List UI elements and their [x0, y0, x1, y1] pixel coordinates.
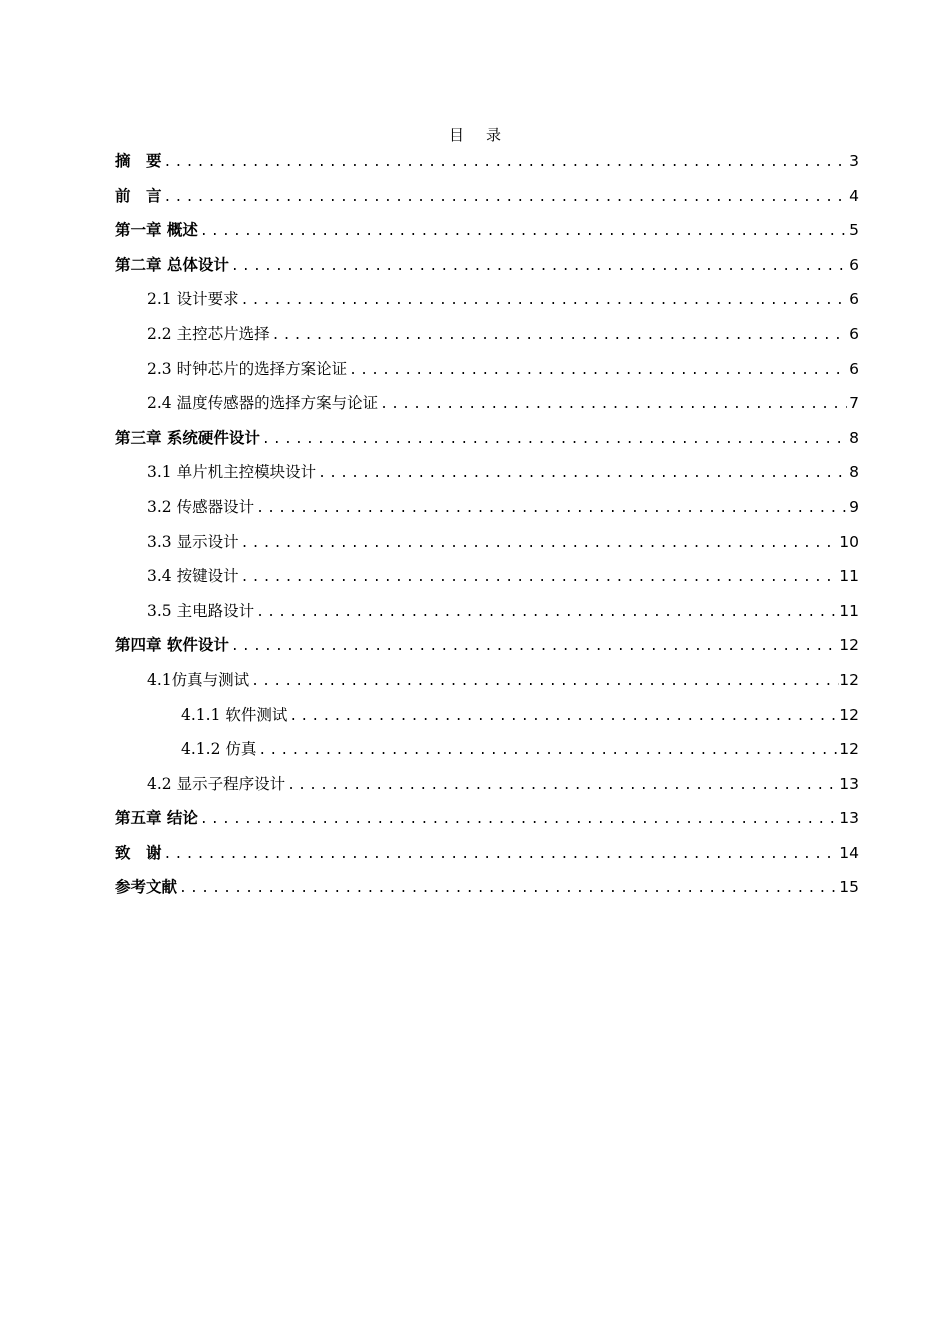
toc-entry-page-number: 3 [849, 152, 859, 170]
toc-entry[interactable] [115, 836, 859, 871]
table-of-contents [115, 144, 859, 905]
toc-entry-label: 第二章 总体设计 [115, 255, 229, 274]
toc-dot-leader [285, 767, 839, 802]
toc-title [0, 124, 950, 145]
toc-dot-leader [198, 213, 847, 248]
toc-dot-leader [270, 317, 847, 352]
toc-entry-page-number: 6 [849, 290, 859, 309]
toc-entry[interactable] [115, 386, 859, 421]
toc-entry-label: 3.1 单片机主控模块设计 [147, 463, 317, 482]
toc-entry-label: 2.2 主控芯片选择 [147, 324, 270, 343]
toc-dot-leader [239, 559, 840, 594]
toc-dot-leader [260, 421, 847, 456]
toc-entry-page-number: 13 [839, 809, 859, 828]
toc-entry-page-number: 8 [849, 428, 859, 447]
toc-dot-leader [198, 801, 839, 836]
toc-dot-leader [378, 386, 847, 421]
toc-entry-label: 第五章 结论 [115, 809, 198, 828]
toc-entry[interactable] [115, 490, 859, 525]
toc-title-char-2: 录 [486, 126, 502, 144]
toc-entry-page-number: 6 [849, 359, 859, 378]
toc-entry-label: 摘 要 [115, 152, 162, 170]
toc-entry[interactable] [115, 767, 859, 802]
toc-entry-label: 3.4 按键设计 [147, 567, 239, 586]
toc-entry-label: 4.1仿真与测试 [147, 670, 250, 689]
toc-entry-label: 参考文献 [115, 878, 178, 897]
toc-dot-leader [229, 628, 839, 663]
toc-entry[interactable] [115, 559, 859, 594]
toc-entry[interactable] [115, 248, 859, 283]
toc-entry-label: 第三章 系统硬件设计 [115, 428, 260, 447]
toc-dot-leader [256, 732, 839, 767]
toc-entry-label: 2.1 设计要求 [147, 290, 239, 309]
toc-entry-label: 3.2 传感器设计 [147, 497, 255, 516]
toc-dot-leader [177, 870, 839, 905]
toc-entry[interactable] [115, 213, 859, 248]
toc-entry-page-number: 10 [839, 532, 859, 551]
toc-entry-label: 第四章 软件设计 [115, 636, 229, 655]
toc-entry[interactable] [115, 870, 859, 905]
toc-entry-page-number: 6 [849, 255, 859, 274]
toc-entry-page-number: 12 [839, 670, 859, 689]
toc-dot-leader [162, 179, 847, 214]
toc-entry-page-number: 4 [849, 186, 859, 205]
toc-entry[interactable] [115, 594, 859, 629]
toc-entry[interactable] [115, 455, 859, 490]
toc-entry-page-number: 14 [839, 843, 859, 862]
toc-entry[interactable] [115, 698, 859, 733]
toc-dot-leader [254, 490, 847, 525]
toc-entry-page-number: 15 [839, 878, 859, 897]
toc-entry-page-number: 11 [839, 567, 859, 586]
toc-dot-leader [229, 248, 847, 283]
toc-entry-label: 4.1.1 软件测试 [181, 705, 288, 724]
toc-entry-page-number: 7 [849, 394, 859, 413]
toc-dot-leader [239, 282, 847, 317]
toc-entry[interactable] [115, 732, 859, 767]
toc-entry[interactable] [115, 282, 859, 317]
toc-entry[interactable] [115, 317, 859, 352]
toc-dot-leader [347, 352, 847, 387]
toc-entry-page-number: 5 [849, 221, 859, 240]
toc-dot-leader [239, 525, 840, 560]
toc-entry[interactable] [115, 352, 859, 387]
toc-entry-label: 前 言 [115, 186, 162, 205]
toc-dot-leader [316, 455, 847, 490]
toc-entry[interactable] [115, 144, 859, 179]
toc-entry-page-number: 11 [839, 601, 859, 620]
toc-entry[interactable] [115, 525, 859, 560]
toc-entry[interactable] [115, 663, 859, 698]
toc-entry-page-number: 8 [849, 463, 859, 482]
toc-entry-label: 第一章 概述 [115, 221, 198, 240]
toc-title-char-1: 目 [448, 126, 464, 144]
toc-entry[interactable] [115, 179, 859, 214]
toc-entry-page-number: 6 [849, 324, 859, 343]
toc-dot-leader [162, 144, 847, 179]
toc-entry-page-number: 12 [839, 705, 859, 724]
toc-dot-leader [287, 698, 839, 733]
toc-entry-page-number: 13 [839, 774, 859, 793]
toc-entry[interactable] [115, 421, 859, 456]
toc-dot-leader [162, 836, 840, 871]
toc-dot-leader [254, 594, 839, 629]
toc-entry-page-number: 12 [839, 740, 859, 759]
toc-entry-label: 3.3 显示设计 [147, 532, 239, 551]
toc-entry-label: 4.2 显示子程序设计 [147, 774, 286, 793]
toc-entry-label: 致 谢 [115, 843, 162, 862]
toc-entry-label: 3.5 主电路设计 [147, 601, 255, 620]
toc-entry[interactable] [115, 628, 859, 663]
toc-dot-leader [249, 663, 839, 698]
toc-entry-label: 2.4 温度传感器的选择方案与论证 [147, 394, 379, 413]
toc-entry[interactable] [115, 801, 859, 836]
toc-entry-page-number: 9 [849, 497, 859, 516]
toc-entry-label: 2.3 时钟芯片的选择方案论证 [147, 359, 348, 378]
toc-entry-label: 4.1.2 仿真 [181, 740, 257, 759]
toc-entry-page-number: 12 [839, 636, 859, 655]
